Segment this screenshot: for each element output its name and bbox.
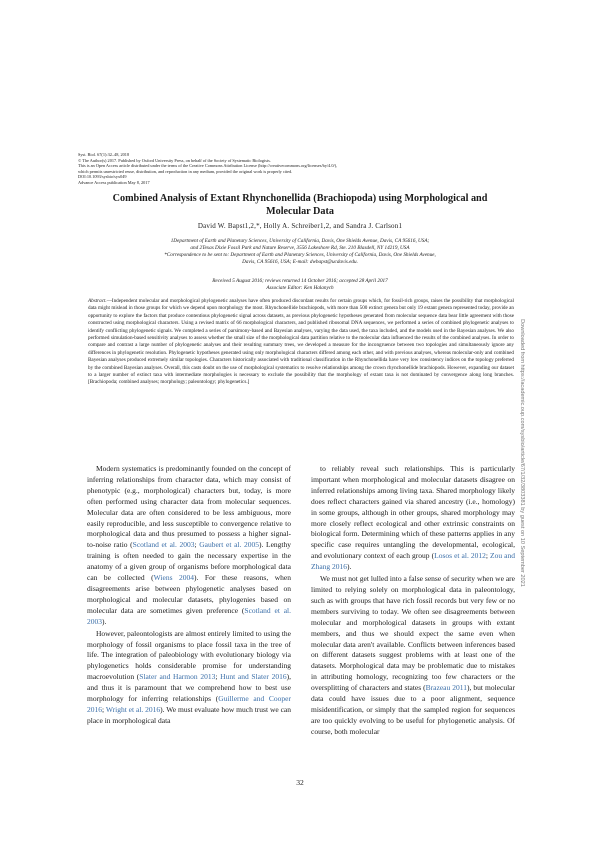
body-column-left [87, 464, 291, 727]
citation-link[interactable]: Guillerme and Cooper 2016 [87, 694, 291, 714]
body-text: ). For these reasons, when disagreements arise between phylogenetic analyses based on morphological and molecular datasets, phylogenies based on molecular data are sometimes given preference ( [87, 573, 291, 615]
body-paragraph [311, 574, 515, 738]
citation-link[interactable]: Losos et al. 2012 [434, 551, 486, 561]
body-text: ), and thus it is paramount that we comprehend how to best use morphology for inferring relationships ( [87, 672, 291, 704]
download-sidebar [516, 238, 528, 668]
article-dates [100, 278, 500, 292]
body-paragraph [311, 464, 515, 573]
affiliation-line: 1Department of Earth and Planetary Sciences, University of California, Davis, One Shields Avenue, Davis, CA 95616, USA; [170, 238, 430, 244]
metadata-line: DOI:10.1093/sysbio/syx049 [78, 174, 127, 180]
citation-link[interactable]: Scotland et al. 2003 [87, 605, 292, 626]
citation-link[interactable]: Scotland et al. 2003 [132, 540, 195, 550]
body-paragraph [87, 629, 291, 727]
metadata-line: This is an Open Access article distributed under the terms of the Creative Commons Attribution License (http://creativecommons.org/licenses/by/4.0/), [78, 163, 338, 169]
body-text: However, paleontologists are almost entirely limited to using the morphology of fossil organisms to place fossil taxa in the tree of life. The integration of paleobiology with evolutionary biology via phylogenetics holds considerable promise for understanding macroevolution ( [87, 628, 291, 682]
download-notice: Downloaded from https://academic.oup.com/sysbio/article/67/1/32/3803381 by guest on 10 September 2021 [519, 319, 525, 587]
citation-link[interactable]: Gaubert et al. 2005 [199, 540, 259, 550]
body-text: ), but molecular data could have issues due to a poor alignment, sequence misidentification, or simply that the sampled region for sequences are too quickly evolving to be useful for phylogenetic analysis. Of course, both molecular [311, 683, 515, 736]
body-text: ; [215, 672, 221, 682]
body-text: ). [102, 616, 107, 626]
correspondence-line: *Correspondence to be sent to: Department of Earth and Planetary Sciences, University of California, Davis, One Shields Avenue, [164, 252, 436, 258]
affiliation-line: and 2Texas Dixie Fossil Park and Nature Reserve, 3556 Lakeshore Rd, Ste. 210 Blasdell, NY 14219, USA [190, 245, 410, 251]
citation-link[interactable]: Hunt and Slater 2016 [220, 672, 287, 682]
body-text: ; [102, 704, 106, 714]
correspondence-line: Davis, CA 95616, USA; E-mail: dwbapst@ucdavis.edu. [242, 259, 358, 265]
associate-editor: Associate Editor: Ken Halanych [266, 285, 334, 291]
citation-link[interactable]: Zou and Zhang 2016 [311, 551, 515, 572]
citation-link[interactable]: Slater and Harmon 2013 [139, 672, 216, 682]
metadata-line: © The Author(s) 2017. Published by Oxford University Press, on behalf of the Society of Systematic Biologists. [78, 157, 271, 163]
body-text: Modern systematics is predominantly founded on the concept of inferring relationships from character data, which may consist of phenotypic (e.g., morphological) characters but, today, is more often performed using character data from molecular sequences. Molecular data are often considered to be less ambiguous, more easily reproducible, and less susceptible to convergence relative to morphological data and thus presumed to possess a higher signal-to-noise ratio ( [87, 464, 291, 550]
body-text: ; [485, 551, 491, 561]
metadata-line: Advance Access publication May 8, 2017 [78, 179, 150, 185]
abstract [88, 298, 514, 387]
page-number: 32 [296, 778, 304, 787]
article-title: Combined Analysis of Extant Rhynchonellida (Brachiopoda) using Morphological and Molecular Data [112, 193, 488, 217]
citation-link[interactable]: Brazeau 2011 [425, 683, 467, 693]
body-text: ). We must evaluate how much trust we can place in morphological data [87, 704, 291, 725]
body-text: We must not get lulled into a false sense of security when we are limited to relying solely on morphological data in paleontology, such as with groups that have rich fossil records but very few or no members surviving to today. We often see disagreements between molecular and morphological datasets in groups with extant members, and thus we should expect the same even when molecular data aren't available. Conflicts between inferences based on different datasets suggest problems with at least one of the datasets. Morphological data may be problematic due to mistakes in attributing homology, recognizing too few characters or the oversplitting of characters and states ( [311, 574, 515, 693]
abstract-label: Abstract. [88, 298, 107, 304]
received-dates: Received 5 August 2016; reviews returned 14 October 2016; accepted 28 April 2017 [212, 278, 388, 284]
citation-link[interactable]: Wiens 2004 [153, 573, 195, 583]
body-column-right [311, 464, 515, 738]
body-paragraph [87, 464, 291, 628]
body-text: to reliably reveal such relationships. This is particularly important when morphological and molecular datasets disagree on inferred relationships among living taxa. Shared morphology likely does reflect characters gained via shared ancestry (i.e., homology) in some groups, although in other groups, shared morphology may more closely reflect ecological and other extrinsic constraints on biological form. Determining which of these patterns applies in any specific case requires untangling the developmental, ecological, and evolutionary context of each group ( [311, 464, 515, 561]
author-list: David W. Bapst1,2,*, Holly A. Schreiber1,2, and Sandra J. Carlson1 [197, 222, 403, 230]
journal-metadata [78, 152, 518, 186]
body-text: ; [194, 540, 200, 550]
metadata-line: which permits unrestricted reuse, distribution, and reproduction in any medium, provided the original work is properly cited. [78, 168, 293, 174]
metadata-line: Syst. Biol. 67(1):32–48, 2018 [78, 152, 130, 157]
citation-link[interactable]: Wright et al. 2016 [105, 704, 161, 714]
body-text: ). Lengthy training is often needed to gain the necessary expertise in the anatomy of a given group of organisms before morphological data can be collected ( [87, 540, 291, 583]
body-text: ). [347, 562, 352, 572]
affiliations [100, 238, 500, 266]
abstract-text: —Independent molecular and morphological phylogenetic analyses have often produced discordant results for certain groups which, for fossil-rich groups, raises the possibility that morphological data might mislead in those groups for which we depend upon morphology the most. Rhynchonellide brachiopods, with more than 500 extinct genera but only 19 extant genera represented today, provide an opportunity to explore the factors that produce contentious phylogenetic signal across datasets, as previous phylogenetic hypotheses generated from molecular sequence data bear little agreement with those constructed using morphological characters. Using a revised matrix of 66 morphological characters, and published ribosomal DNA sequences, we performed a series of combined phylogenetic analyses to identify conflicting phylogenetic signals. We completed a series of parsimony-based and Bayesian analyses, varying the data used, the taxa included, and the models used in the Bayesian analyses. We also performed simulation-based sensitivity analyses to assess whether the small size of the morphological data partition relative to the molecular data influenced the results of the combined analyses. In order to compare and contrast a large number of phylogenetic analyses and their resulting summary trees, we developed a measure for the incongruence between two topologies and simultaneously ignore any differences in phylogenetic resolution. Phylogenetic hypotheses generated using only morphological characters differed among each other, and with previous analyses, whereas molecular-only and combined Bayesian analyses produced extremely similar topologies. Characters historically associated with traditional classification in the Rhynchonellida have very low consistency indices on the topology preferred by the combined Bayesian analyses. Overall, this casts doubt on the use of morphological systematics to resolve relationships among the crown rhynchonellide brachiopods. However, expanding our dataset to a larger number of extinct taxa with intermediate morphologies is necessary to exclude the possibility that the morphology of extant taxa is not dominated by convergence along long branches. [Brachiopoda; combined analyses; morphology; paleontology; phylogenetics.] [88, 298, 514, 386]
